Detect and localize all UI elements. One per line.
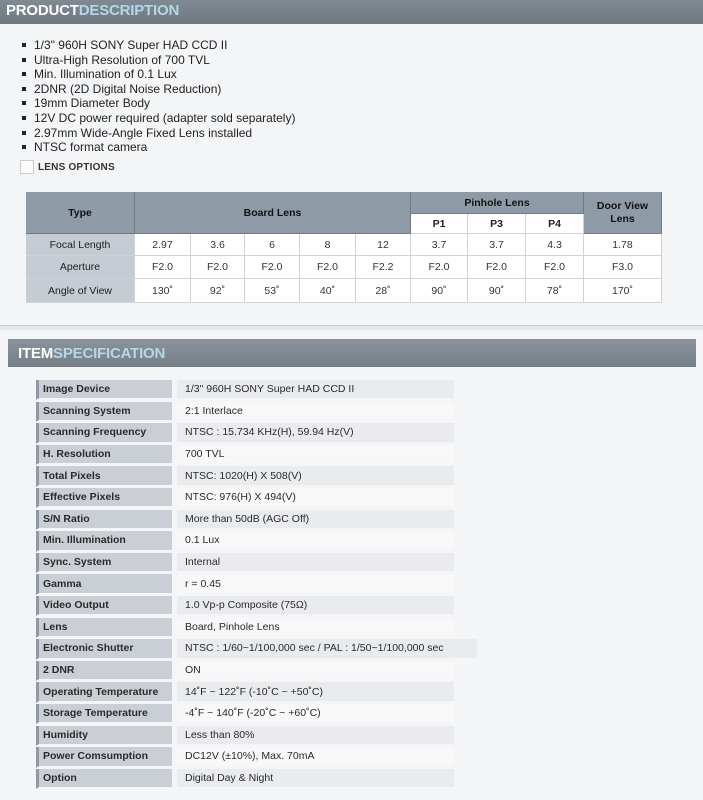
spec-value: ON xyxy=(177,661,454,681)
spec-value: NTSC : 15.734 KHz(H), 59.94 Hz(V) xyxy=(177,423,454,443)
lens-options-table xyxy=(26,192,662,303)
spec-row xyxy=(36,747,456,767)
lens-options-heading xyxy=(20,159,115,175)
lens-cell: F2.0 xyxy=(526,256,584,279)
spec-row xyxy=(36,618,456,638)
spec-row xyxy=(36,574,456,594)
spec-row xyxy=(36,596,456,616)
spec-value: 700 TVL xyxy=(177,445,454,465)
spec-label: Scanning Frequency xyxy=(36,423,172,443)
spec-row xyxy=(36,445,456,465)
lens-cell: 28˚ xyxy=(356,279,411,303)
lens-cell: F2.2 xyxy=(356,256,411,279)
spec-label: Sync. System xyxy=(36,553,172,573)
lens-cell: F2.0 xyxy=(245,256,300,279)
lens-cell: 92˚ xyxy=(191,279,245,303)
lens-row-label: Focal Length xyxy=(26,234,135,256)
lens-row-label: Aperture xyxy=(26,256,135,279)
spec-row xyxy=(36,402,456,422)
spec-value: 0.1 Lux xyxy=(177,531,454,551)
lens-cell: F3.0 xyxy=(584,256,662,279)
spec-row xyxy=(36,466,456,486)
spec-value: NTSC : 1/60~1/100,000 sec / PAL : 1/50~1/100,000 sec xyxy=(177,639,477,659)
lens-cell: 130˚ xyxy=(135,279,191,303)
spec-label: Option xyxy=(36,769,172,789)
lens-cell: F2.0 xyxy=(191,256,245,279)
lens-cell: 2.97 xyxy=(135,234,191,256)
lens-cell: 8 xyxy=(300,234,356,256)
feature-item: 1/3" 960H SONY Super HAD CCD II xyxy=(22,38,295,53)
spec-label: Scanning System xyxy=(36,402,172,422)
lens-cell: 12 xyxy=(356,234,411,256)
product-description-header xyxy=(0,0,703,24)
spec-title-part1: ITEM xyxy=(18,345,54,362)
spec-value: 1/3" 960H SONY Super HAD CCD II xyxy=(177,380,454,400)
spec-value: 1.0 Vp-p Composite (75Ω) xyxy=(177,596,454,616)
feature-list xyxy=(22,38,295,155)
spec-row xyxy=(36,531,456,551)
feature-item: 12V DC power required (adapter sold separately) xyxy=(22,111,295,126)
title-part2: DESCRIPTION xyxy=(78,2,180,19)
spec-value: Internal xyxy=(177,553,454,573)
lens-cell: F2.0 xyxy=(135,256,191,279)
feature-item: 2.97mm Wide-Angle Fixed Lens installed xyxy=(22,126,295,141)
lens-cell: 3.7 xyxy=(411,234,468,256)
product-description-title xyxy=(6,2,179,19)
spec-value: 2:1 Interlace xyxy=(177,402,454,422)
spec-row xyxy=(36,510,456,530)
spec-label: S/N Ratio xyxy=(36,510,172,530)
spec-label: Electronic Shutter xyxy=(36,639,172,659)
feature-item: Ultra-High Resolution of 700 TVL xyxy=(22,53,295,68)
pinhole-p3-header: P3 xyxy=(468,214,526,234)
spec-row xyxy=(36,704,456,724)
lens-cell: 170˚ xyxy=(584,279,662,303)
spec-value: 14˚F ~ 122˚F (-10˚C ~ +50˚C) xyxy=(177,682,454,702)
lens-options-box-icon xyxy=(20,160,34,174)
spec-row xyxy=(36,639,456,659)
spec-value: -4˚F ~ 140˚F (-20˚C ~ +60˚C) xyxy=(177,704,454,724)
spec-label: 2 DNR xyxy=(36,661,172,681)
spec-label: Effective Pixels xyxy=(36,488,172,508)
spec-row xyxy=(36,380,456,400)
type-header: Type xyxy=(26,192,135,234)
lens-cell: 6 xyxy=(245,234,300,256)
feature-item: Min. Illumination of 0.1 Lux xyxy=(22,67,295,82)
spec-label: Video Output xyxy=(36,596,172,616)
spec-row xyxy=(36,682,456,702)
lens-cell: 78˚ xyxy=(526,279,584,303)
item-specification-header xyxy=(8,339,696,367)
spec-label: Power Comsumption xyxy=(36,747,172,767)
lens-cell: 3.7 xyxy=(468,234,526,256)
item-specification-title xyxy=(18,345,165,362)
lens-cell: 53˚ xyxy=(245,279,300,303)
feature-item: NTSC format camera xyxy=(22,140,295,155)
spec-value: Digital Day & Night xyxy=(177,769,454,789)
spec-label: Image Device xyxy=(36,380,172,400)
lens-cell: 90˚ xyxy=(468,279,526,303)
lens-cell: F2.0 xyxy=(468,256,526,279)
spec-label: Operating Temperature xyxy=(36,682,172,702)
door-view-lens-header: Door View Lens xyxy=(584,192,662,234)
spec-row xyxy=(36,488,456,508)
spec-label: Humidity xyxy=(36,726,172,746)
feature-item: 19mm Diameter Body xyxy=(22,96,295,111)
lens-cell: 4.3 xyxy=(526,234,584,256)
spec-value: Less than 80% xyxy=(177,726,454,746)
lens-options-label: LENS OPTIONS xyxy=(38,161,115,173)
spec-value: NTSC: 976(H) X 494(V) xyxy=(177,488,454,508)
pinhole-p4-header: P4 xyxy=(526,214,584,234)
lens-cell: 90˚ xyxy=(411,279,468,303)
lens-cell: 1.78 xyxy=(584,234,662,256)
spec-row xyxy=(36,423,456,443)
spec-row xyxy=(36,553,456,573)
title-part1: PRODUCT xyxy=(6,2,79,19)
spec-row xyxy=(36,769,456,789)
spec-label: Min. Illumination xyxy=(36,531,172,551)
pinhole-p1-header: P1 xyxy=(411,214,468,234)
board-lens-header: Board Lens xyxy=(135,192,411,234)
lens-cell: F2.0 xyxy=(411,256,468,279)
feature-item: 2DNR (2D Digital Noise Reduction) xyxy=(22,82,295,97)
spec-value: Board, Pinhole Lens xyxy=(177,618,454,638)
product-description-panel xyxy=(0,0,703,326)
spec-value: r = 0.45 xyxy=(177,574,454,594)
spec-label: H. Resolution xyxy=(36,445,172,465)
spec-value: DC12V (±10%), Max. 70mA xyxy=(177,747,454,767)
spec-label: Storage Temperature xyxy=(36,704,172,724)
lens-cell: 40˚ xyxy=(300,279,356,303)
spec-row xyxy=(36,661,456,681)
spec-title-part2: SPECIFICATION xyxy=(53,345,166,362)
spec-label: Total Pixels xyxy=(36,466,172,486)
spec-value: NTSC: 1020(H) X 508(V) xyxy=(177,466,454,486)
pinhole-lens-header: Pinhole Lens xyxy=(411,192,584,214)
spec-label: Gamma xyxy=(36,574,172,594)
lens-cell: 3.6 xyxy=(191,234,245,256)
spec-value: More than 50dB (AGC Off) xyxy=(177,510,454,530)
spec-label: Lens xyxy=(36,618,172,638)
spec-row xyxy=(36,726,456,746)
lens-row-label: Angle of View xyxy=(26,279,135,303)
lens-cell: F2.0 xyxy=(300,256,356,279)
